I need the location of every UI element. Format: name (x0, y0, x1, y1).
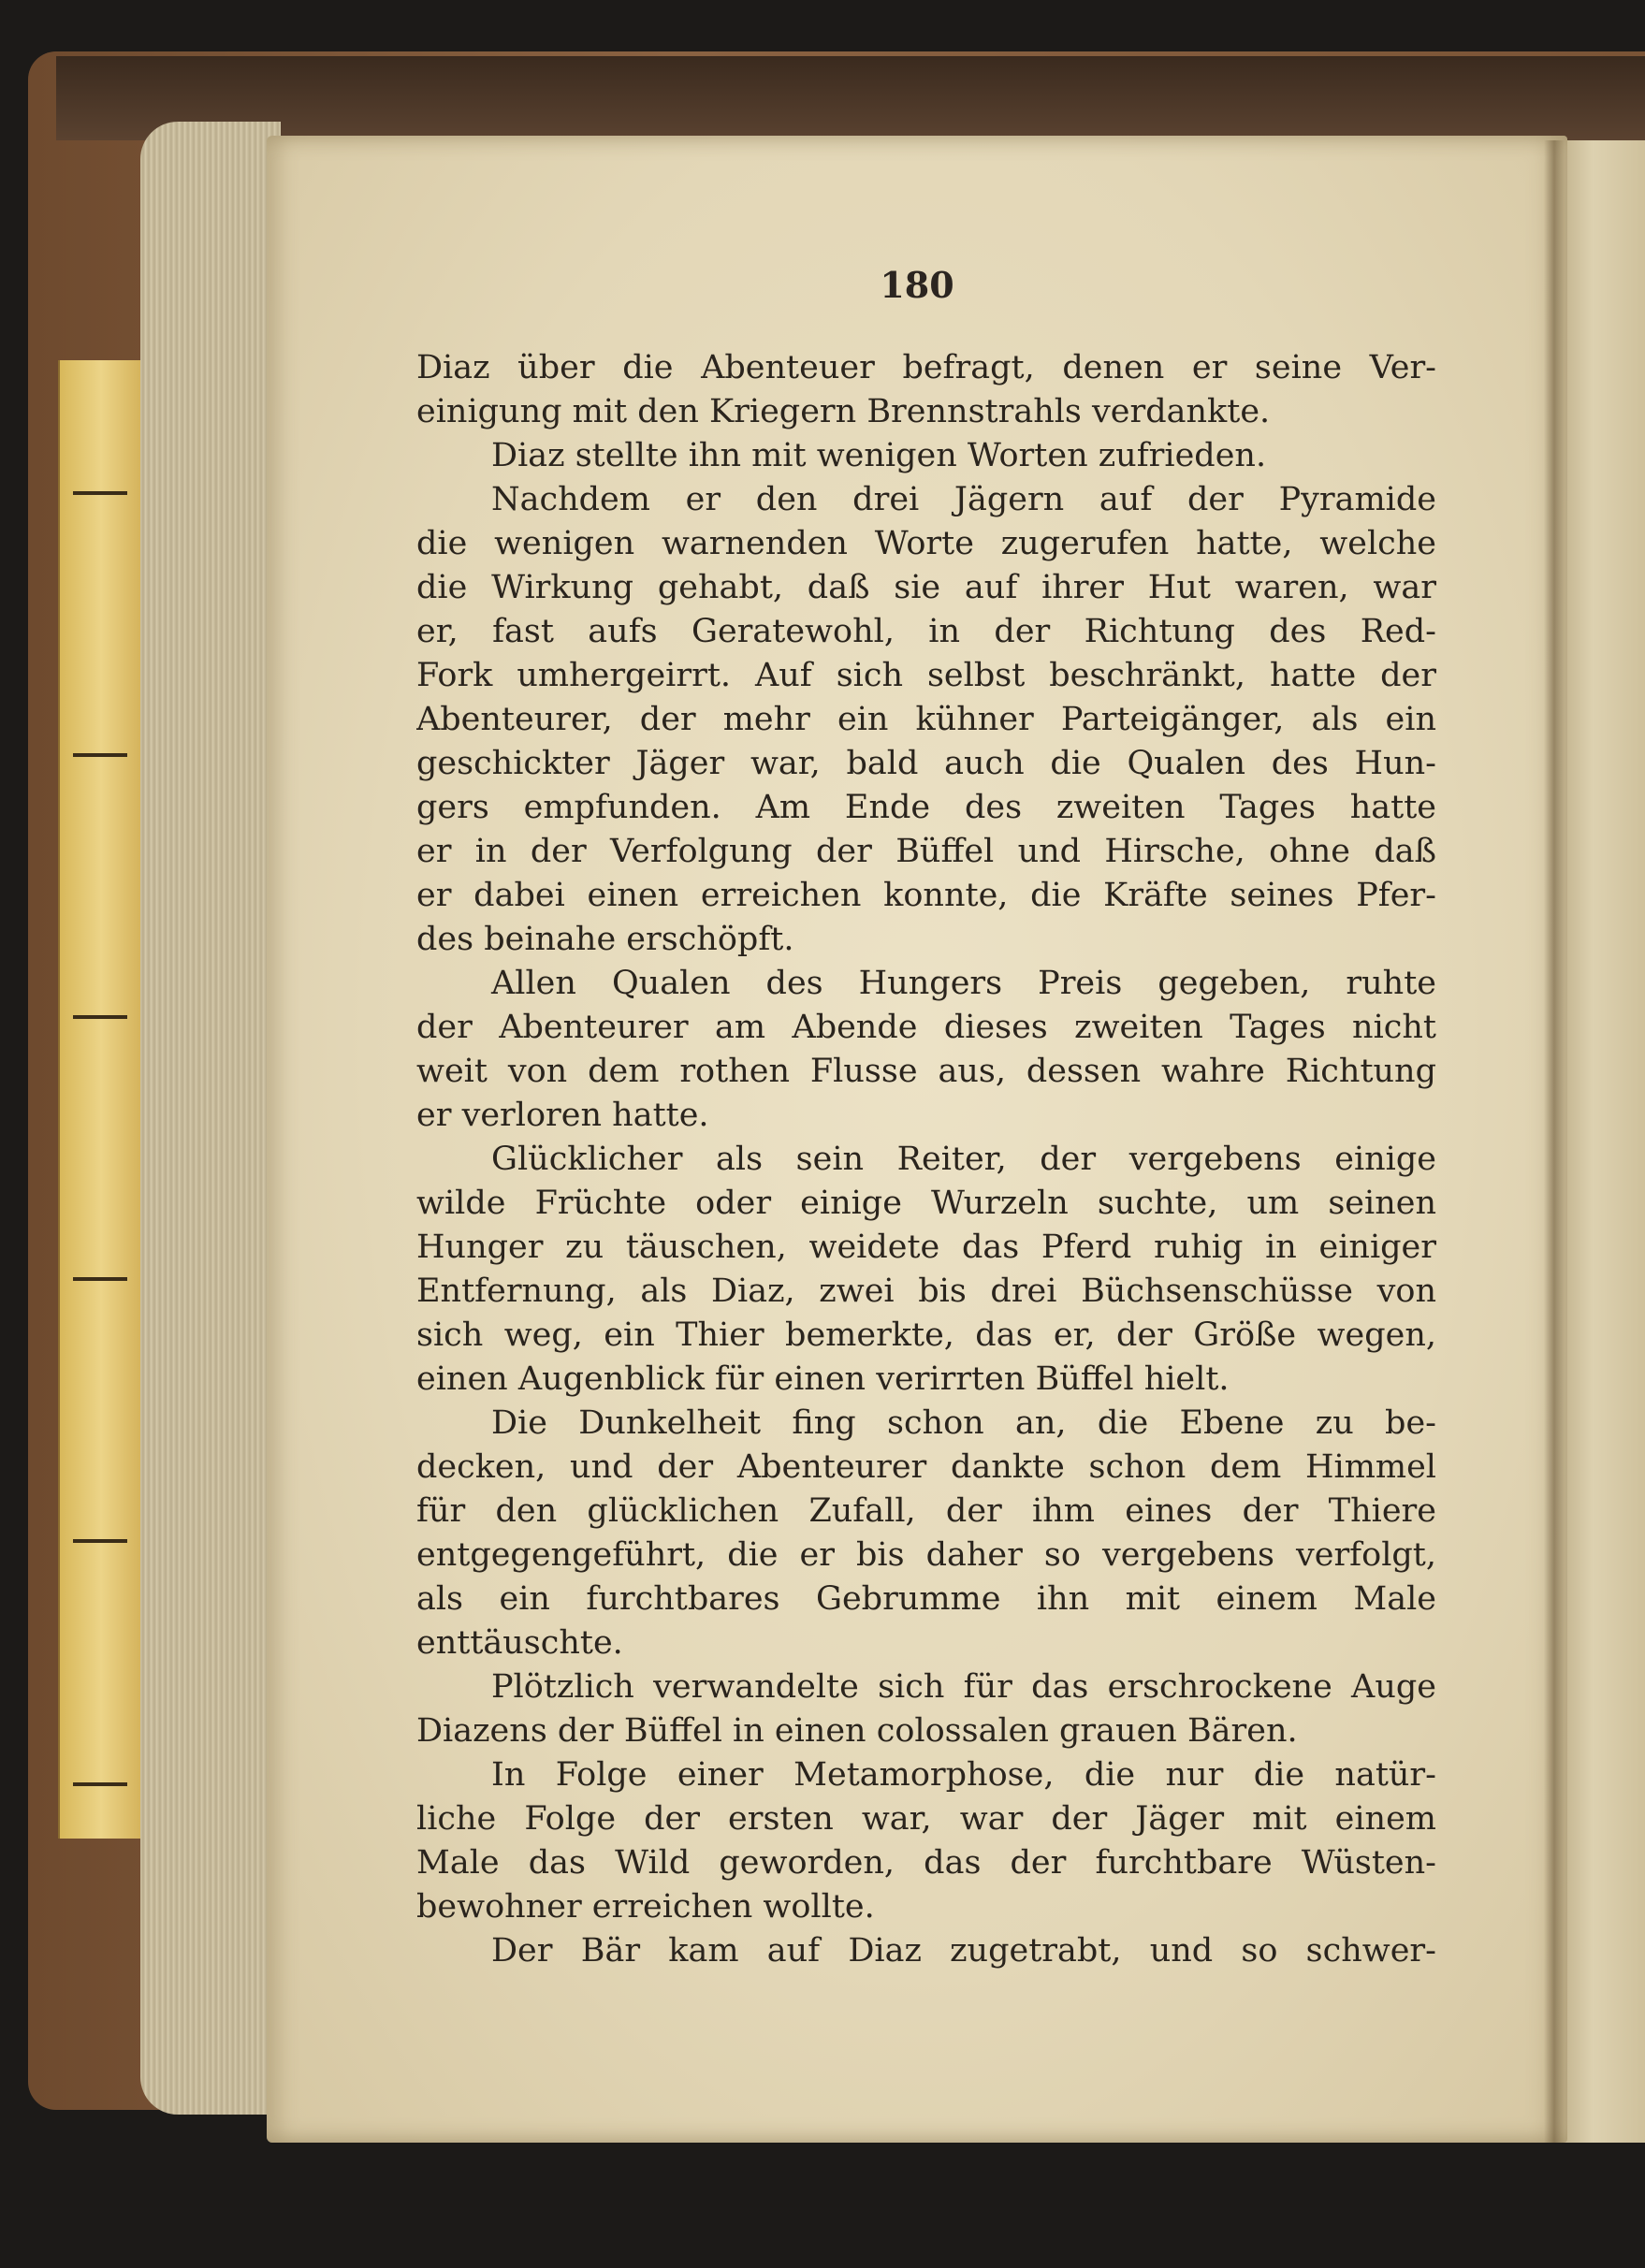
text-line: er dabei einen erreichen konnte, die Kräfte seines Pfer- (416, 877, 1436, 914)
text-line: Abenteurer, der mehr ein kühner Parteigänger, als ein (416, 701, 1436, 738)
page-number: 180 (880, 264, 954, 306)
text-line: Fork umhergeirrt. Auf sich selbst beschränkt, hatte der (416, 657, 1436, 694)
cover-top-edge (56, 56, 1645, 140)
text-line: weit von dem rothen Flusse aus, dessen wahre Richtung (416, 1053, 1436, 1090)
text-line: entgegengeführt, die er bis daher so vergebens verfolgt, (416, 1536, 1436, 1574)
text-line: bewohner erreichen wollte. (416, 1888, 875, 1926)
page-edges (140, 122, 281, 2115)
text-line: er verloren hatte. (416, 1097, 709, 1134)
text-line: die Wirkung gehabt, daß sie auf ihrer Hut waren, war (416, 569, 1436, 606)
text-line: liche Folge der ersten war, war der Jäger mit einem (416, 1800, 1436, 1838)
text-line: für den glücklichen Zufall, der ihm eines der Thiere (416, 1492, 1436, 1530)
text-line: gers empfunden. Am Ende des zweiten Tages hatte (416, 789, 1436, 826)
facing-page-edge (1558, 140, 1645, 2143)
text-line: geschickter Jäger war, bald auch die Qualen des Hun- (416, 745, 1436, 782)
text-line: Plötzlich verwandelte sich für das erschrockene Auge (491, 1668, 1436, 1706)
text-line: Male das Wild geworden, das der furchtbare Wüsten- (416, 1844, 1436, 1882)
text-line: sich weg, ein Thier bemerkte, das er, der Größe wegen, (416, 1316, 1436, 1354)
spine-ornament (73, 1277, 127, 1281)
text-line: Nachdem er den drei Jägern auf der Pyramide (491, 481, 1436, 518)
page-gutter (1544, 140, 1565, 2143)
spine-label (58, 360, 142, 1839)
text-line: einen Augenblick für einen verirrten Büffel hielt. (416, 1360, 1230, 1398)
text-line: Die Dunkelheit fing schon an, die Ebene zu be- (491, 1404, 1436, 1442)
text-line: Diazens der Büffel in einen colossalen grauen Bären. (416, 1712, 1298, 1750)
text-line: Glücklicher als sein Reiter, der vergebens einige (491, 1141, 1436, 1178)
text-line: der Abenteurer am Abende dieses zweiten Tages nicht (416, 1009, 1436, 1046)
text-line: In Folge einer Metamorphose, die nur die natür- (491, 1756, 1436, 1794)
spine-ornament (73, 1539, 127, 1543)
text-line: die wenigen warnenden Worte zugerufen hatte, welche (416, 525, 1436, 562)
text-line: Der Bär kam auf Diaz zugetrabt, und so schwer- (491, 1932, 1436, 1970)
text-line: Diaz über die Abenteuer befragt, denen er seine Ver- (416, 349, 1436, 386)
spine-ornament (73, 753, 127, 757)
text-line: Entfernung, als Diaz, zwei bis drei Büchsenschüsse von (416, 1272, 1436, 1310)
text-line: als ein furchtbares Gebrumme ihn mit einem Male (416, 1580, 1436, 1618)
text-line: er in der Verfolgung der Büffel und Hirsche, ohne daß (416, 833, 1436, 870)
text-line: des beinahe erschöpft. (416, 921, 794, 958)
spine-ornament (73, 1015, 127, 1019)
text-line: enttäuschte. (416, 1624, 623, 1662)
text-line: decken, und der Abenteurer dankte schon dem Himmel (416, 1448, 1436, 1486)
text-line: Allen Qualen des Hungers Preis gegeben, ruhte (491, 965, 1436, 1002)
text-line: wilde Früchte oder einige Wurzeln suchte, um seinen (416, 1185, 1436, 1222)
text-line: einigung mit den Kriegern Brennstrahls verdankte. (416, 393, 1271, 430)
text-line: Hunger zu täuschen, weidete das Pferd ruhig in einiger (416, 1228, 1436, 1266)
text-line: er, fast aufs Geratewohl, in der Richtung des Red- (416, 613, 1436, 650)
spine-ornament (73, 1782, 127, 1786)
page-text (416, 346, 1436, 1973)
spine-ornament (73, 491, 127, 495)
text-line: Diaz stellte ihn mit wenigen Worten zufrieden. (491, 437, 1267, 474)
